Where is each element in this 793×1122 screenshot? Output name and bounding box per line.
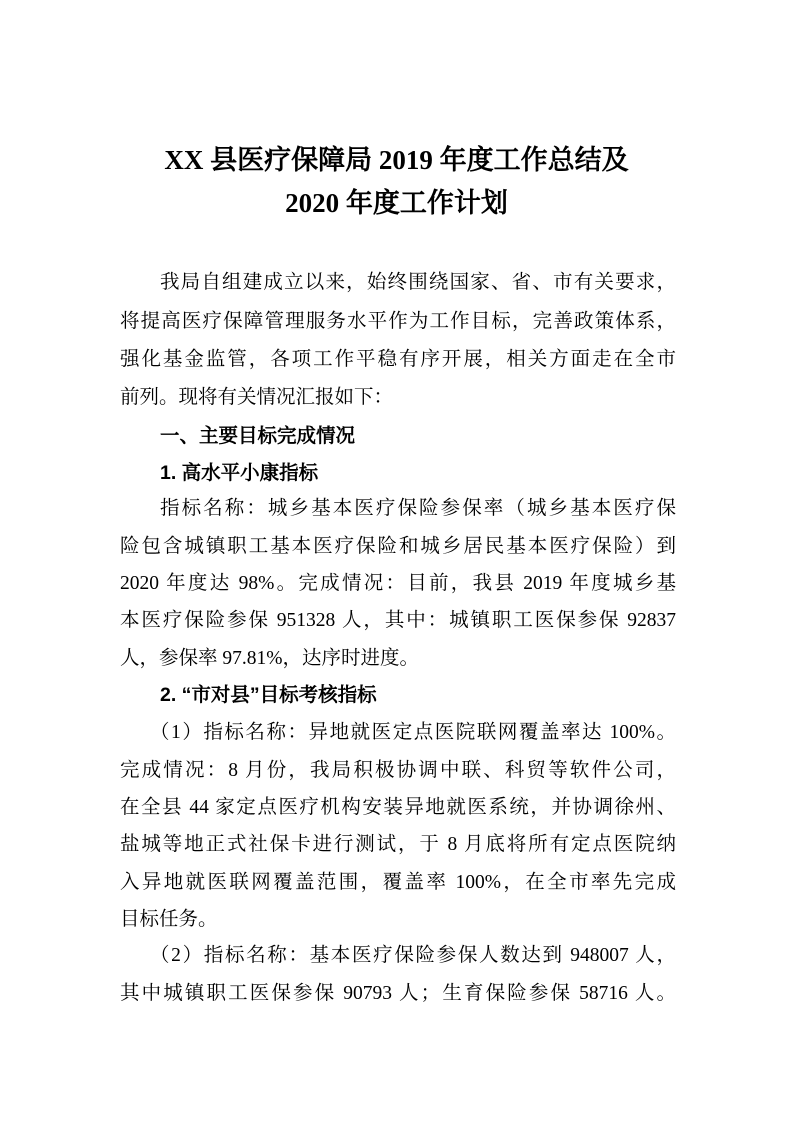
text-line: 目标任务。 (120, 909, 218, 930)
title-line-1: XX 县医疗保障局 2019 年度工作总结及 (164, 145, 629, 175)
text-line: 入异地就医联网覆盖范围，覆盖率 100%，在全市率先完成 (120, 872, 676, 893)
text-line: 险包含城镇职工基本医疗保险和城乡居民基本医疗保险）到 (120, 536, 676, 557)
text-line: 我局自组建成立以来，始终围绕国家、省、市有关要求， (160, 272, 676, 293)
text-line: 2020 年度达 98%。完成情况：目前，我县 2019 年度城乡基 (120, 573, 676, 594)
text-line: 指标名称：城乡基本医疗保险参保率（城乡基本医疗保 (160, 498, 676, 519)
text-line: 其中城镇职工医保参保 90793 人；生育保险参保 58716 人。 (120, 983, 676, 1004)
subsection-heading: 1. 高水平小康指标 (160, 462, 319, 484)
text-line: 完成情况：8 月份，我局积极协调中联、科贸等软件公司， (120, 760, 676, 781)
text-line: 将提高医疗保障管理服务水平作为工作目标，完善政策体系， (120, 311, 676, 332)
text-line: 本医疗保险参保 951328 人，其中：城镇职工医保参保 92837 (120, 610, 676, 631)
subsection-heading: 2. “市对县”目标考核指标 (160, 684, 377, 706)
title-line-2: 2020 年度工作计划 (285, 188, 508, 218)
text-line: 盐城等地正式社保卡进行测试，于 8 月底将所有定点医院纳 (120, 834, 676, 855)
text-line: 在全县 44 家定点医疗机构安装异地就医系统，并协调徐州、 (120, 797, 676, 818)
text-line: （2）指标名称：基本医疗保险参保人数达到 948007 人， (150, 945, 676, 966)
text-line: 强化基金监管，各项工作平稳有序开展，相关方面走在全市 (120, 349, 676, 370)
text-line: （1）指标名称：异地就医定点医院联网覆盖率达 100%。 (150, 722, 676, 743)
text-line: 人，参保率 97.81%，达序时进度。 (120, 648, 419, 669)
section-heading: 一、主要目标完成情况 (160, 425, 356, 447)
text-line: 前列。现将有关情况汇报如下： (120, 387, 394, 408)
